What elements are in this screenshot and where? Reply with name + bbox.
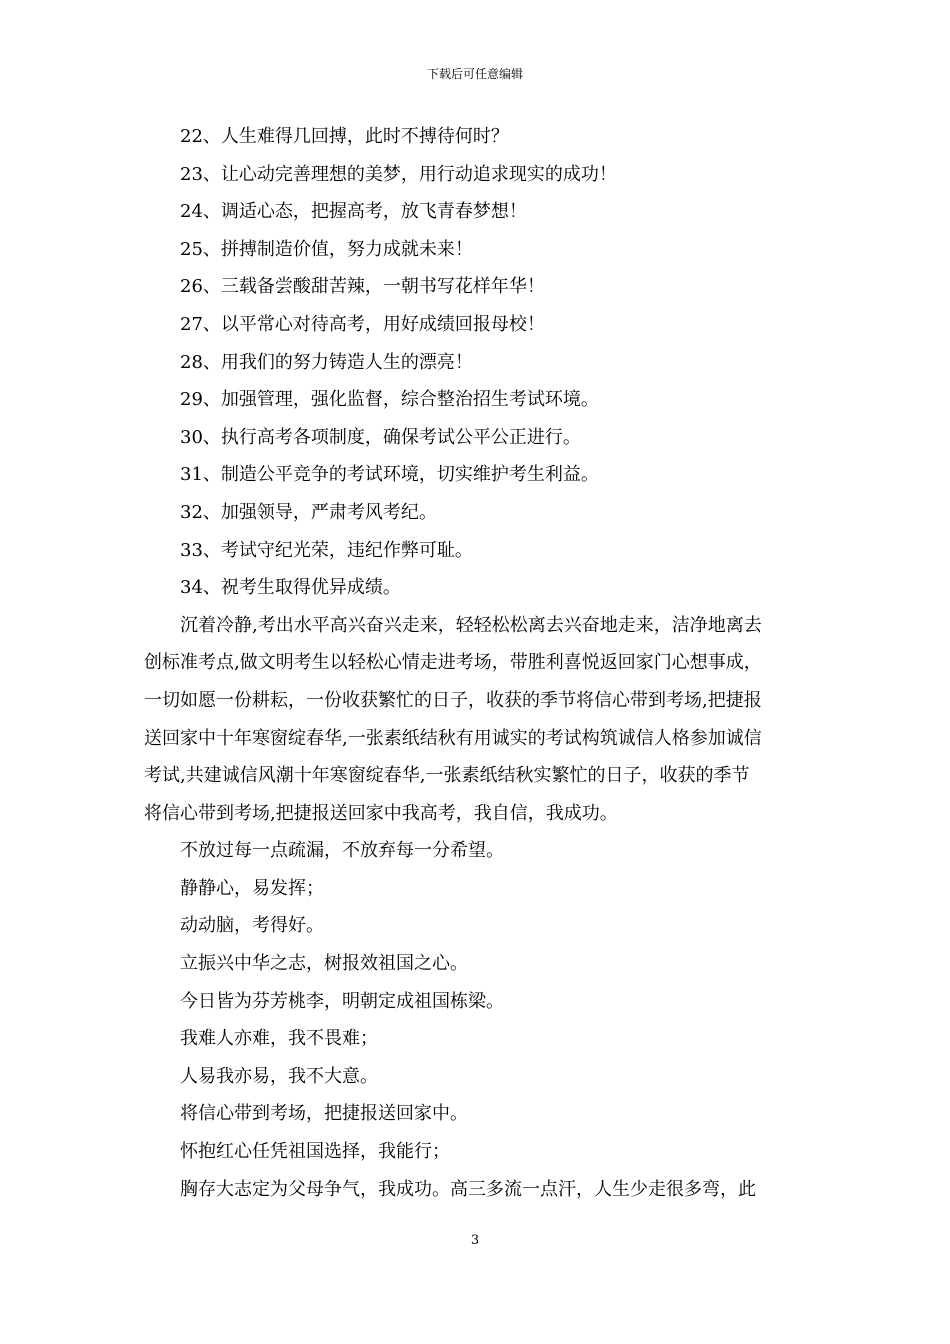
text-line: 32、加强领导，严肃考风考纪。 [180, 501, 437, 523]
text-line: 怀抱红心任凭祖国选择，我能行； [180, 1141, 450, 1163]
text-line: 34、祝考生取得优异成绩。 [180, 577, 401, 599]
text-line: 胸存大志定为父母争气，我成功。高三多流一点汗，人生少走很多弯，此 [180, 1178, 756, 1200]
text-line: 考试,共建诚信风潮十年寒窗绽春华,一张素纸结秋实繁忙的日子，收获的季节 [144, 765, 750, 787]
text-line: 29、加强管理，强化监督，综合整治招生考试环境。 [180, 389, 599, 411]
text-line: 动动脑，考得好。 [180, 915, 324, 937]
text-line: 人易我亦易，我不大意。 [180, 1065, 378, 1087]
text-line: 33、考试守纪光荣，违纪作弊可耻。 [180, 539, 473, 561]
text-line: 一切如愿一份耕耘，一份收获繁忙的日子，收获的季节将信心带到考场,把捷报 [144, 689, 762, 711]
text-line: 27、以平常心对待高考，用好成绩回报母校！ [180, 313, 545, 335]
text-line: 25、拼搏制造价值，努力成就未来！ [180, 238, 473, 260]
text-line: 今日皆为芬芳桃李，明朝定成祖国栋梁。 [180, 990, 504, 1012]
text-line: 立振兴中华之志，树报效祖国之心。 [180, 953, 468, 975]
text-line: 22、人生难得几回搏，此时不搏待何时？ [180, 126, 509, 147]
text-line: 沉着冷静,考出水平高兴奋兴走来，轻轻松松离去兴奋地走来，洁净地离去 [180, 614, 762, 636]
text-line: 31、制造公平竞争的考试环境，切实维护考生利益。 [180, 464, 599, 486]
text-line: 28、用我们的努力铸造人生的漂亮！ [180, 351, 473, 373]
text-line: 送回家中十年寒窗绽春华,一张素纸结秋有用诚实的考试构筑诚信人格参加诚信 [144, 727, 762, 749]
text-line: 我难人亦难，我不畏难； [180, 1028, 378, 1050]
text-line: 将信心带到考场，把捷报送回家中。 [180, 1103, 468, 1125]
text-line: 静静心，易发挥； [180, 877, 324, 899]
page-header: 下载后可任意编辑 [426, 67, 523, 81]
text-line: 创标准考点,做文明考生以轻松心情走进考场，带胜利喜悦返回家门心想事成， [144, 652, 762, 674]
text-line: 26、三载备尝酸甜苦辣，一朝书写花样年华！ [180, 276, 545, 298]
text-line: 将信心带到考场,把捷报送回家中我高考，我自信，我成功。 [144, 802, 618, 824]
text-line: 不放过每一点疏漏，不放弃每一分希望。 [180, 840, 504, 862]
page-number: 3 [470, 1233, 480, 1248]
text-line: 24、调适心态，把握高考，放飞青春梦想！ [180, 201, 527, 223]
document-body [144, 118, 812, 1208]
text-line: 23、让心动完善理想的美梦，用行动追求现实的成功！ [180, 163, 617, 185]
text-line: 30、执行高考各项制度，确保考试公平公正进行。 [180, 426, 581, 448]
